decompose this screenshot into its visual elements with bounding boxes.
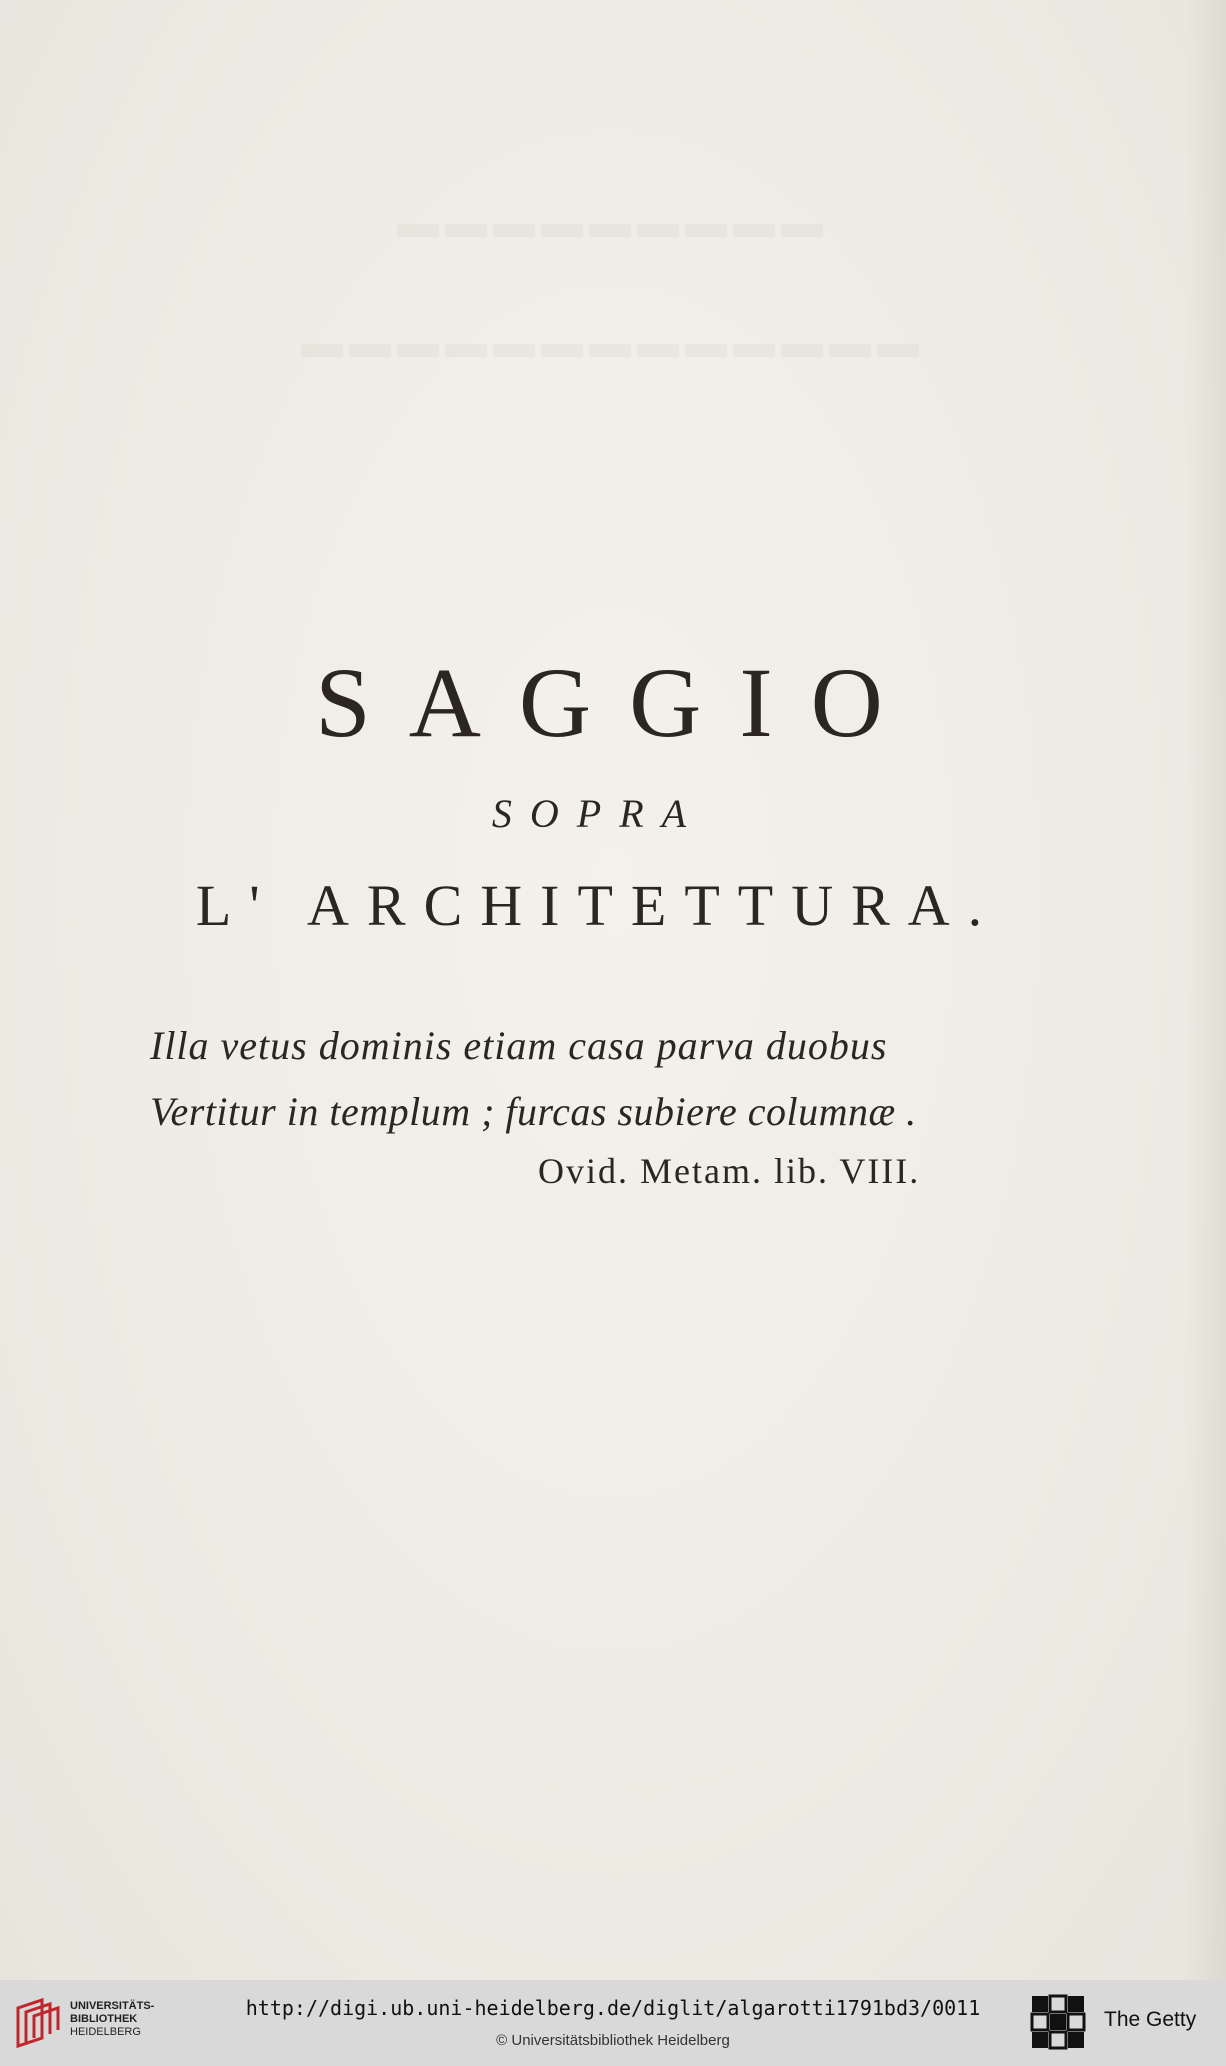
epigraph-line-2: Vertitur in templum ; furcas subiere columnæ . — [150, 1089, 917, 1134]
library-name-line-1: UNIVERSITÄTS- — [70, 2000, 155, 2012]
epigraph-line-1: Illa vetus dominis etiam casa parva duobus — [150, 1023, 888, 1068]
library-name-line-2: BIBLIOTHEK — [70, 2013, 138, 2025]
book-subject: L' ARCHITETTURA. — [195, 873, 1001, 938]
library-name-line-3: HEIDELBERG — [70, 2026, 141, 2038]
partner-name: The Getty — [1104, 2008, 1197, 2031]
epigraph-source: Ovid. Metam. lib. VIII. — [538, 1151, 921, 1191]
digitization-footer — [0, 1980, 1226, 2066]
getty-logo-icon — [1030, 1994, 1086, 2052]
copyright-notice: © Universitätsbibliothek Heidelberg — [496, 2032, 730, 2049]
page-edge-shadow — [1186, 0, 1226, 1980]
book-subtitle: SOPRA — [491, 791, 705, 836]
book-title: SAGGIO — [315, 647, 921, 758]
show-through-text: ▬▬▬▬▬▬▬▬▬ — [397, 201, 829, 247]
permalink-url[interactable]: http://digi.ub.uni-heidelberg.de/diglit/algarotti1791bd3/0011 — [245, 1996, 981, 2020]
show-through-text: ▬▬▬▬▬▬▬▬▬▬▬▬▬ — [301, 321, 925, 367]
